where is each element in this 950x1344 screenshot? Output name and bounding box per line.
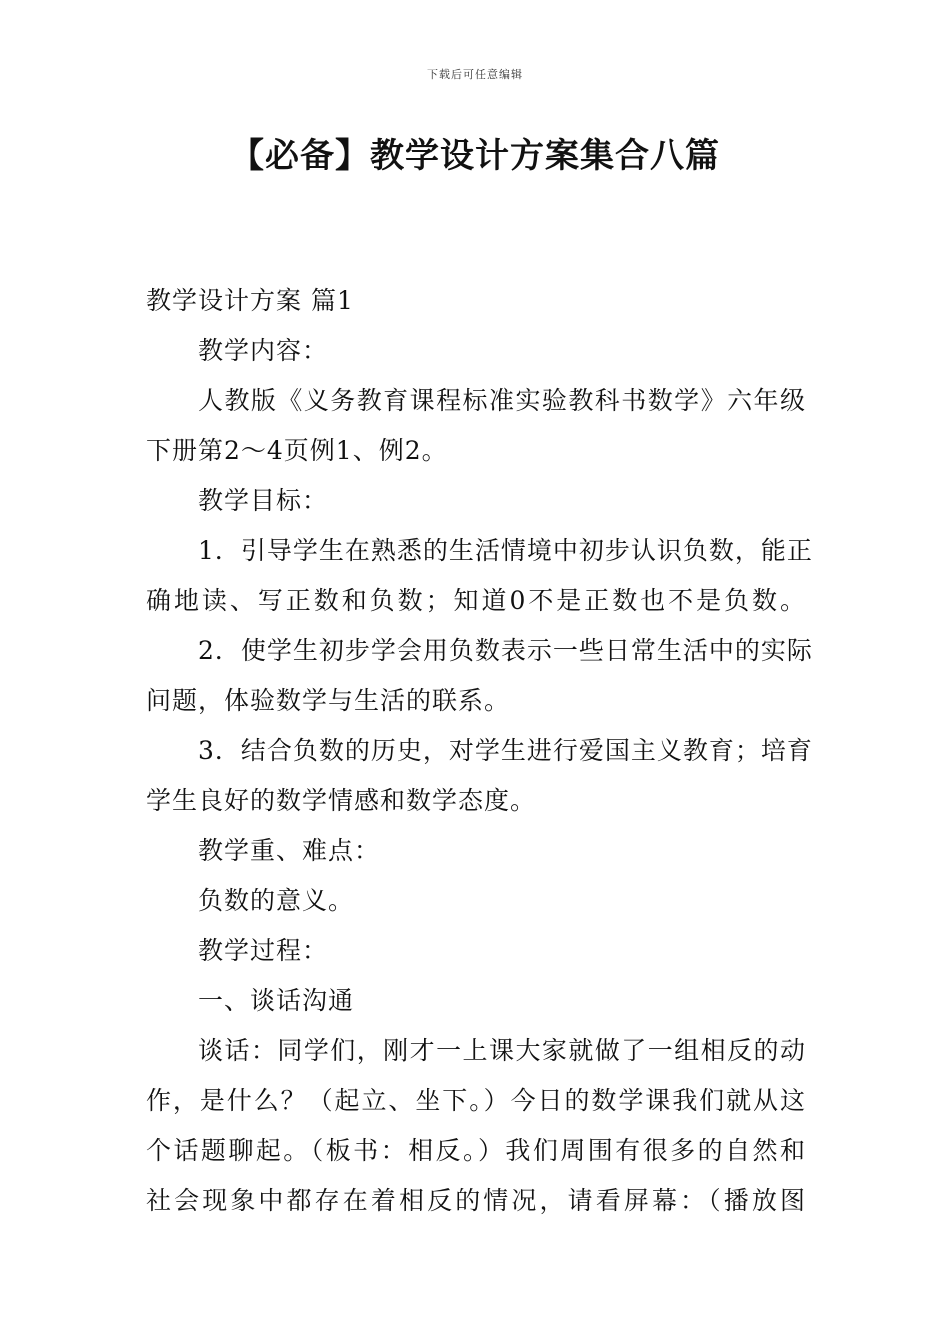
body-line: 2．使学生初步学会用负数表示一些日常生活中的实际 — [198, 636, 813, 665]
body-line: 人教版《义务教育课程标准实验教科书数学》六年级 — [198, 386, 806, 415]
body-line: 下册第2～4页例1、例2。 — [146, 436, 448, 465]
body-line: 问题，体验数学与生活的联系。 — [146, 686, 511, 715]
body-line: 社会现象中都存在着相反的情况，请看屏幕：（播放图 — [146, 1186, 806, 1215]
body-line: 教学重、难点： — [198, 836, 381, 865]
body-line: 学生良好的数学情感和数学态度。 — [146, 786, 537, 815]
body-line: 教学目标： — [198, 486, 329, 515]
body-line: 确地读、写正数和负数；知道0不是正数也不是负数。 — [146, 586, 806, 615]
body-line: 教学过程： — [198, 936, 329, 965]
document-body — [146, 276, 813, 1226]
document-title: 【必备】教学设计方案集合八篇 — [230, 136, 720, 176]
body-line: 1．引导学生在熟悉的生活情境中初步认识负数，能正 — [198, 536, 813, 565]
header-note: 下载后可任意编辑 — [427, 68, 523, 81]
body-line: 谈话：同学们，刚才一上课大家就做了一组相反的动 — [198, 1036, 806, 1065]
body-line: 一、谈话沟通 — [198, 986, 355, 1015]
body-line: 教学内容： — [198, 336, 329, 365]
body-line: 个话题聊起。（板书：相反。）我们周围有很多的自然和 — [146, 1136, 806, 1165]
body-line: 负数的意义。 — [198, 886, 355, 915]
body-line: 作，是什么？（起立、坐下。）今日的数学课我们就从这 — [146, 1086, 806, 1115]
body-line: 3．结合负数的历史，对学生进行爱国主义教育；培育 — [198, 736, 813, 765]
body-line: 教学设计方案 篇1 — [146, 286, 354, 315]
